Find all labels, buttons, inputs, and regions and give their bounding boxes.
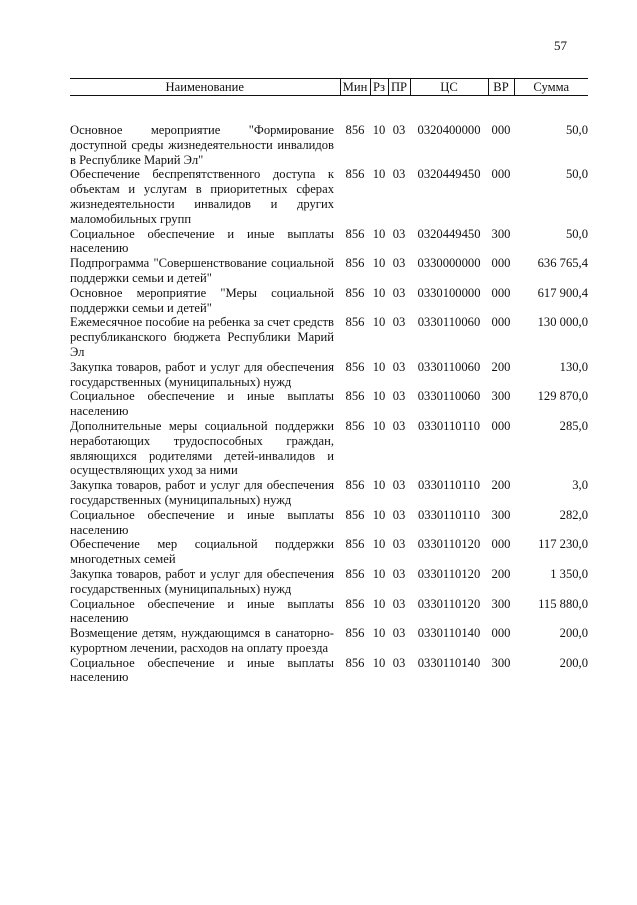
cell-name: Социальное обеспечение и иные выплаты населению (70, 655, 334, 685)
cell-vr: 300 (491, 389, 511, 404)
cell-pr: 03 (392, 596, 406, 611)
table-row (70, 96, 588, 168)
cell-rz: 10 (372, 566, 386, 581)
cell-cs: 0330110060 (417, 389, 481, 404)
cell-sum: 282,0 (559, 507, 588, 522)
cell-sum: 3,0 (572, 478, 588, 493)
cell-min: 856 (345, 507, 365, 522)
cell-pr: 03 (392, 389, 406, 404)
cell-name: Основное мероприятие "Формирование доступной среды жизнедеятельности инвалидов в Республике Марий Эл" (70, 123, 334, 167)
table-row (70, 508, 588, 538)
cell-vr: 000 (491, 418, 511, 433)
cell-rz: 10 (372, 507, 386, 522)
cell-name: Закупка товаров, работ и услуг для обеспечения государственных (муниципальных) нужд (70, 478, 334, 507)
cell-vr: 000 (491, 256, 511, 271)
cell-rz: 10 (372, 285, 386, 300)
budget-table (70, 78, 588, 685)
cell-rz: 10 (372, 226, 386, 241)
cell-vr: 300 (491, 596, 511, 611)
cell-rz: 10 (372, 626, 386, 641)
table-row (70, 389, 588, 419)
table-header-row (70, 79, 588, 96)
table-row (70, 656, 588, 686)
cell-sum: 50,0 (565, 226, 588, 241)
cell-vr: 300 (491, 226, 511, 241)
header-name: Наименование (70, 79, 340, 96)
cell-min: 856 (345, 626, 365, 641)
cell-vr: 300 (491, 507, 511, 522)
table-row (70, 167, 588, 226)
cell-pr: 03 (392, 256, 406, 271)
cell-name: Закупка товаров, работ и услуг для обеспечения государственных (муниципальных) нужд (70, 359, 334, 389)
cell-name: Обеспечение мер социальной поддержки многодетных семей (70, 537, 334, 567)
table-row (70, 478, 588, 508)
table-row (70, 256, 588, 286)
cell-cs: 0330110060 (417, 359, 481, 374)
cell-pr: 03 (392, 315, 406, 330)
table-row (70, 286, 588, 316)
cell-cs: 0330110110 (417, 507, 481, 522)
cell-sum: 285,0 (559, 418, 588, 433)
cell-vr: 200 (491, 478, 511, 493)
cell-sum: 129 870,0 (537, 389, 588, 404)
cell-vr: 000 (491, 285, 511, 300)
cell-cs: 0330000000 (417, 256, 481, 271)
cell-name: Возмещение детям, нуждающимся в санаторно-курортном лечении, расходов на оплату проезда (70, 626, 334, 655)
header-cs: ЦС (410, 79, 488, 96)
cell-rz: 10 (372, 359, 386, 374)
cell-cs: 0320400000 (417, 123, 481, 137)
cell-cs: 0330100000 (417, 285, 481, 300)
table-row (70, 227, 588, 257)
cell-cs: 0330110110 (417, 418, 481, 433)
cell-name: Социальное обеспечение и иные выплаты населению (70, 389, 334, 419)
cell-vr: 000 (491, 626, 511, 641)
table-row (70, 315, 588, 359)
cell-vr: 000 (491, 123, 511, 137)
cell-pr: 03 (392, 418, 406, 433)
cell-cs: 0330110140 (417, 626, 481, 641)
cell-pr: 03 (392, 626, 406, 641)
cell-sum: 130 000,0 (537, 315, 588, 330)
cell-name: Социальное обеспечение и иные выплаты населению (70, 226, 334, 256)
cell-vr: 000 (491, 537, 511, 552)
cell-vr: 200 (491, 359, 511, 374)
cell-min: 856 (345, 596, 365, 611)
cell-sum: 617 900,4 (537, 285, 588, 300)
cell-min: 856 (345, 655, 365, 670)
header-pr: ПР (388, 79, 410, 96)
cell-cs: 0330110120 (417, 566, 481, 581)
cell-name: Социальное обеспечение и иные выплаты населению (70, 507, 334, 537)
cell-vr: 200 (491, 566, 511, 581)
cell-min: 856 (345, 167, 365, 182)
cell-cs: 0320449450 (417, 226, 481, 241)
cell-rz: 10 (372, 123, 386, 137)
table-row (70, 597, 588, 627)
cell-pr: 03 (392, 167, 406, 182)
cell-sum: 130,0 (559, 359, 588, 374)
cell-pr: 03 (392, 226, 406, 241)
cell-name: Ежемесячное пособие на ребенка за счет средств республиканского бюджета Республики Марий Эл (70, 315, 334, 359)
cell-min: 856 (345, 389, 365, 404)
cell-cs: 0330110120 (417, 537, 481, 552)
cell-sum: 50,0 (565, 123, 588, 137)
cell-min: 856 (345, 359, 365, 374)
cell-cs: 0330110060 (417, 315, 481, 330)
cell-name: Основное мероприятие "Меры социальной поддержки семьи и детей" (70, 285, 334, 315)
cell-cs: 0330110120 (417, 596, 481, 611)
cell-sum: 636 765,4 (537, 256, 588, 271)
cell-rz: 10 (372, 478, 386, 493)
cell-sum: 200,0 (559, 626, 588, 641)
cell-min: 856 (345, 315, 365, 330)
table-row (70, 360, 588, 390)
cell-rz: 10 (372, 315, 386, 330)
cell-rz: 10 (372, 256, 386, 271)
cell-min: 856 (345, 418, 365, 433)
cell-rz: 10 (372, 167, 386, 182)
cell-pr: 03 (392, 359, 406, 374)
cell-vr: 300 (491, 655, 511, 670)
cell-rz: 10 (372, 655, 386, 670)
cell-sum: 117 230,0 (538, 537, 588, 552)
cell-min: 856 (345, 285, 365, 300)
cell-pr: 03 (392, 566, 406, 581)
cell-min: 856 (345, 256, 365, 271)
table-row (70, 419, 588, 478)
table-body (70, 96, 588, 686)
cell-name: Дополнительные меры социальной поддержки неработающих трудоспособных граждан, являющихся родителями детей-инвалидов и осуществляющих уход за ними (70, 418, 334, 478)
cell-min: 856 (345, 123, 365, 137)
cell-name: Обеспечение беспрепятственного доступа к объектам и услугам в приоритетных сферах жизнедеятельности инвалидов и других маломобильных групп (70, 167, 334, 226)
header-vr: ВР (488, 79, 514, 96)
cell-min: 856 (345, 226, 365, 241)
cell-name: Подпрограмма "Совершенствование социальной поддержки семьи и детей" (70, 256, 334, 285)
header-min: Мин (340, 79, 370, 96)
page-number: 57 (554, 38, 567, 53)
cell-rz: 10 (372, 389, 386, 404)
cell-name: Закупка товаров, работ и услуг для обеспечения государственных (муниципальных) нужд (70, 566, 334, 596)
table-row (70, 537, 588, 567)
cell-pr: 03 (392, 123, 406, 137)
cell-sum: 50,0 (565, 167, 588, 182)
cell-pr: 03 (392, 285, 406, 300)
cell-min: 856 (345, 537, 365, 552)
cell-rz: 10 (372, 537, 386, 552)
cell-pr: 03 (392, 537, 406, 552)
cell-vr: 000 (491, 167, 511, 182)
header-sum: Сумма (514, 79, 588, 96)
cell-cs: 0330110110 (417, 478, 481, 493)
cell-name: Социальное обеспечение и иные выплаты населению (70, 596, 334, 626)
cell-pr: 03 (392, 655, 406, 670)
cell-pr: 03 (392, 478, 406, 493)
cell-min: 856 (345, 566, 365, 581)
cell-min: 856 (345, 478, 365, 493)
cell-cs: 0330110140 (417, 655, 481, 670)
table-row (70, 567, 588, 597)
cell-pr: 03 (392, 507, 406, 522)
cell-sum: 1 350,0 (550, 566, 588, 581)
header-rz: Рз (370, 79, 388, 96)
cell-rz: 10 (372, 418, 386, 433)
cell-vr: 000 (491, 315, 511, 330)
cell-cs: 0320449450 (417, 167, 481, 182)
cell-rz: 10 (372, 596, 386, 611)
cell-sum: 115 880,0 (538, 596, 588, 611)
cell-sum: 200,0 (559, 655, 588, 670)
table-row (70, 626, 588, 656)
